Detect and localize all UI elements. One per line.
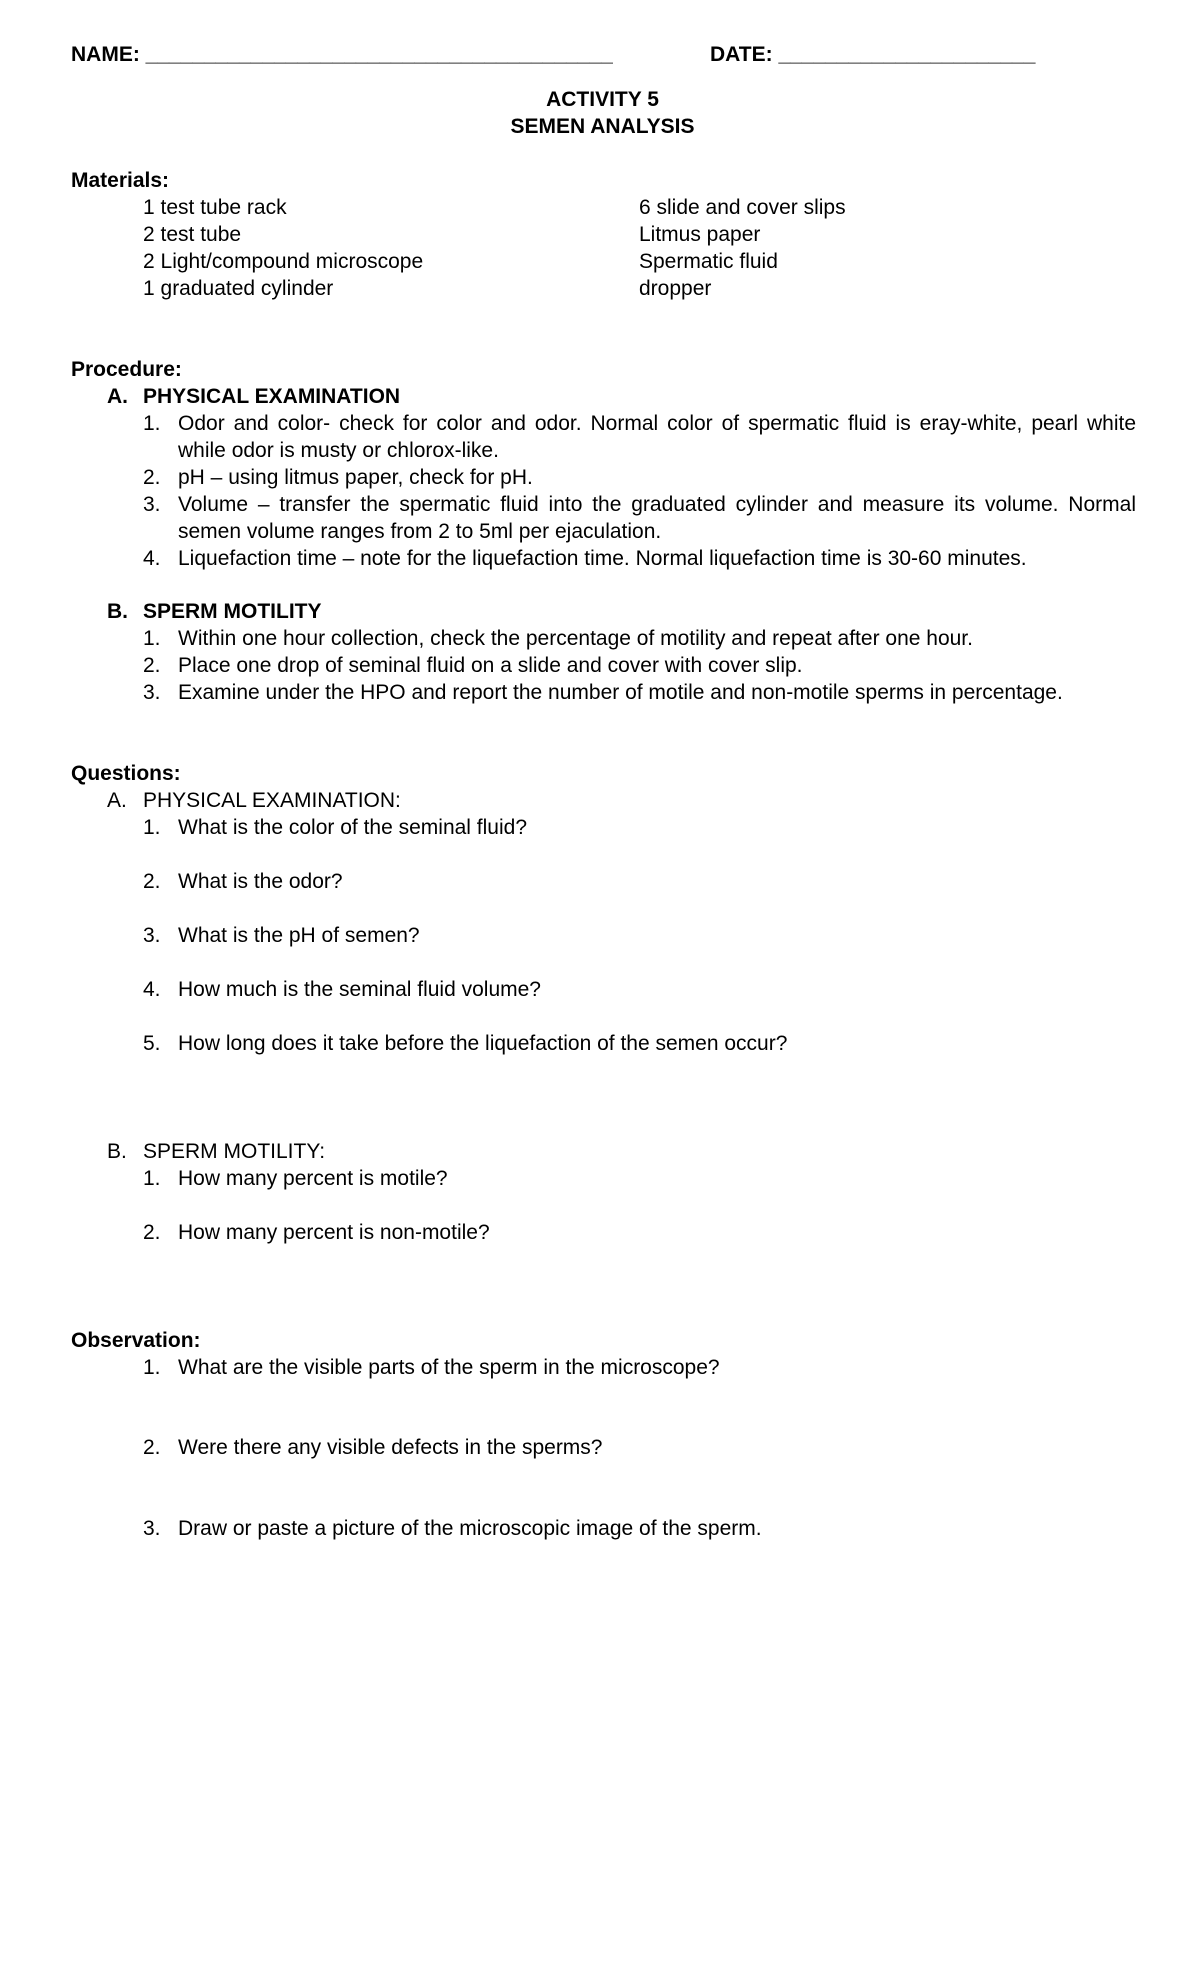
step-text-continued: while odor is musty or chlorox-like. bbox=[178, 439, 499, 462]
question-text: How long does it take before the liquefaction of the semen occur? bbox=[178, 1032, 788, 1055]
step-text: pH – using litmus paper, check for pH. bbox=[178, 466, 533, 489]
question-text: How many percent is motile? bbox=[178, 1167, 448, 1190]
observation-number: 2. bbox=[143, 1436, 161, 1459]
question-number: 2. bbox=[143, 870, 161, 893]
material-item: 1 graduated cylinder bbox=[143, 277, 334, 300]
material-item: Litmus paper bbox=[639, 223, 761, 246]
step-text-continued: semen volume ranges from 2 to 5ml per ejaculation. bbox=[178, 520, 662, 543]
material-item: 2 Light/compound microscope bbox=[143, 250, 424, 273]
question-number: 5. bbox=[143, 1032, 161, 1055]
questions-b-title: SPERM MOTILITY: bbox=[143, 1140, 326, 1163]
page-title: SEMEN ANALYSIS bbox=[510, 115, 695, 138]
material-item: 6 slide and cover slips bbox=[639, 196, 846, 219]
step-number: 4. bbox=[143, 547, 161, 570]
question-number: 1. bbox=[143, 1167, 161, 1190]
step-number: 3. bbox=[143, 493, 161, 516]
question-number: 3. bbox=[143, 924, 161, 947]
observation-text: Were there any visible defects in the sperms? bbox=[178, 1436, 603, 1459]
observation-number: 3. bbox=[143, 1517, 161, 1540]
question-text: What is the odor? bbox=[178, 870, 343, 893]
step-text: Within one hour collection, check the percentage of motility and repeat after one hour. bbox=[178, 627, 973, 650]
name-blank: ________________________________________ bbox=[145, 43, 613, 66]
step-text: Examine under the HPO and report the number of motile and non-motile sperms in percentage. bbox=[178, 681, 1063, 704]
materials-heading: Materials: bbox=[71, 169, 170, 192]
questions-a-title: PHYSICAL EXAMINATION: bbox=[143, 789, 401, 812]
material-item: 2 test tube bbox=[143, 223, 242, 246]
step-text: Place one drop of seminal fluid on a slide and cover with cover slip. bbox=[178, 654, 803, 677]
observation-number: 1. bbox=[143, 1356, 161, 1379]
question-number: 4. bbox=[143, 978, 161, 1001]
question-text: What is the color of the seminal fluid? bbox=[178, 816, 528, 839]
step-number: 1. bbox=[143, 627, 161, 650]
procedure-a-letter: A. bbox=[107, 385, 128, 408]
observation-heading: Observation: bbox=[71, 1329, 201, 1352]
activity-number: ACTIVITY 5 bbox=[546, 88, 659, 111]
step-text: Volume – transfer the spermatic fluid into the graduated cylinder and measure its volume. Normal bbox=[178, 493, 1136, 516]
step-text: Odor and color- check for color and odor. Normal color of spermatic fluid is eray-white, pearl white bbox=[178, 412, 1136, 435]
step-number: 2. bbox=[143, 466, 161, 489]
questions-a-letter: A. bbox=[107, 789, 127, 812]
material-item: dropper bbox=[639, 277, 712, 300]
date-field bbox=[710, 41, 1035, 68]
questions-heading: Questions: bbox=[71, 762, 181, 785]
procedure-b-letter: B. bbox=[107, 600, 128, 623]
question-number: 1. bbox=[143, 816, 161, 839]
question-text: How much is the seminal fluid volume? bbox=[178, 978, 541, 1001]
step-number: 2. bbox=[143, 654, 161, 677]
material-item: Spermatic fluid bbox=[639, 250, 778, 273]
step-text: Liquefaction time – note for the liquefaction time. Normal liquefaction time is 30-60 minutes. bbox=[178, 547, 1027, 570]
procedure-b-title: SPERM MOTILITY bbox=[143, 600, 322, 623]
questions-b-letter: B. bbox=[107, 1140, 127, 1163]
name-field bbox=[71, 41, 613, 68]
procedure-heading: Procedure: bbox=[71, 358, 182, 381]
date-label: DATE: bbox=[710, 43, 773, 66]
question-text: How many percent is non-motile? bbox=[178, 1221, 490, 1244]
observation-text: Draw or paste a picture of the microscopic image of the sperm. bbox=[178, 1517, 762, 1540]
step-number: 1. bbox=[143, 412, 161, 435]
material-item: 1 test tube rack bbox=[143, 196, 287, 219]
observation-text: What are the visible parts of the sperm in the microscope? bbox=[178, 1356, 720, 1379]
procedure-a-title: PHYSICAL EXAMINATION bbox=[143, 385, 401, 408]
step-number: 3. bbox=[143, 681, 161, 704]
date-blank: ______________________ bbox=[778, 43, 1036, 66]
question-text: What is the pH of semen? bbox=[178, 924, 420, 947]
question-number: 2. bbox=[143, 1221, 161, 1244]
name-label: NAME: bbox=[71, 43, 140, 66]
